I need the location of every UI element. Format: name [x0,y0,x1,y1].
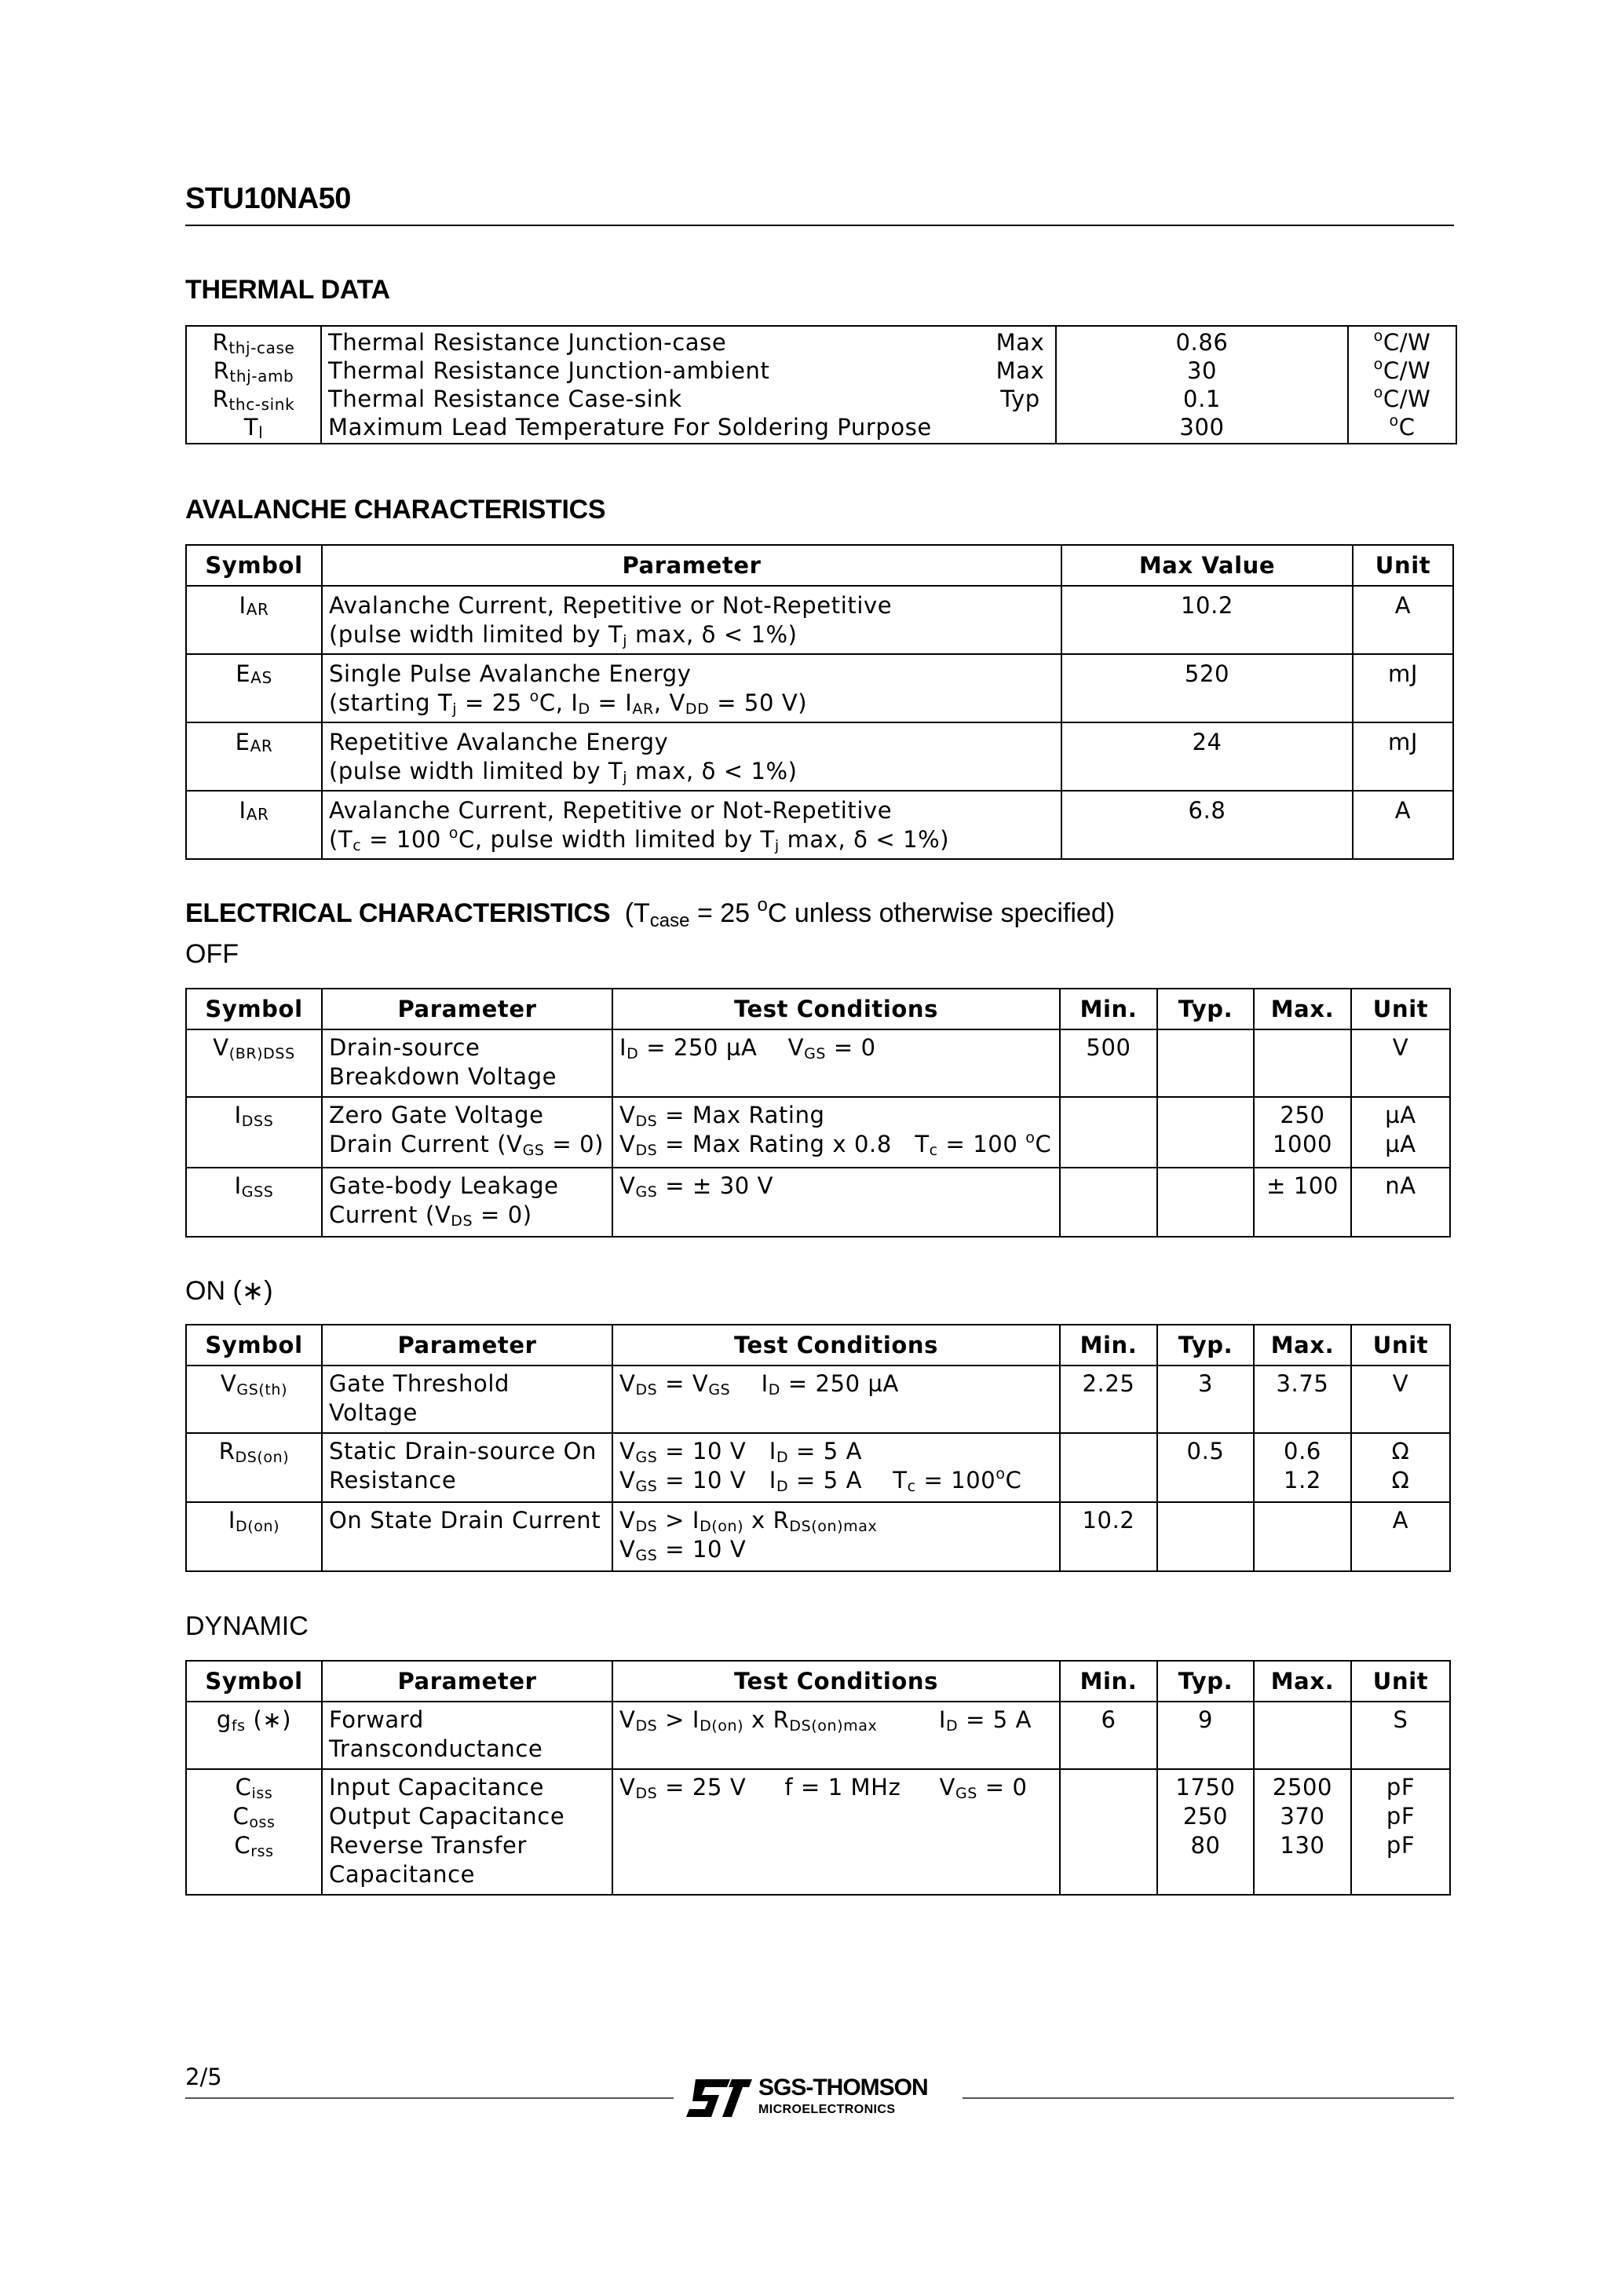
spec-min: 2.25 [1060,1366,1157,1433]
spec-parameter: Static Drain-source On Resistance [322,1433,612,1502]
spec-min [1060,1433,1157,1502]
avalanche-row [186,722,1453,791]
electrical-condition: ($T_{case} = 25$ $^o$C unless otherwise specified) [624,894,1116,931]
col-min: Min. [1060,989,1157,1029]
col-typ: Typ. [1157,1325,1254,1366]
spec-min: 10.2 [1060,1502,1157,1571]
spec-row [186,1029,1450,1097]
electrical-heading [185,894,1116,931]
col-symbol: Symbol [186,1661,322,1702]
col-test: Test Conditions [612,1325,1060,1366]
spec-parameter: Input Capacitance Output Capacitance Reverse Transfer Capacitance [322,1769,612,1895]
st-logo-icon [685,2078,752,2119]
spec-typ [1157,1502,1254,1571]
spec-symbol: $R_{DS(on)}$ [186,1433,322,1502]
thermal-qualifier: Typ [985,385,1056,413]
spec-parameter: Gate-body Leakage Current $(V_{DS} = 0)$ [322,1168,612,1237]
footer-rule-right [963,2097,1454,2099]
avalanche-parameter: Avalanche Current, Repetitive or Not-Repetitive ($T_c = 100$ $^o$C, pulse width limited by $T_j$ max, δ < 1%) [322,791,1061,859]
spec-test-conditions: $V_{GS}$ = ± 30 V [612,1168,1060,1237]
spec-max [1254,1029,1351,1097]
spec-test-conditions: $I_D = 250$ µA $V_{GS} = 0$ [612,1029,1060,1097]
col-symbol: Symbol [186,545,322,586]
thermal-row [186,385,1456,413]
spec-parameter: Gate Threshold Voltage [322,1366,612,1433]
spec-min: 6 [1060,1702,1157,1769]
col-symbol: Symbol [186,1325,322,1366]
spec-unit: V [1351,1029,1450,1097]
thermal-unit: $^o$C/W [1348,326,1456,356]
avalanche-unit: mJ [1353,722,1453,791]
brand-subtitle: MICROELECTRONICS [758,2103,896,2116]
spec-min [1060,1097,1157,1168]
thermal-symbol: $R_{thc-sink}$ [186,385,321,413]
spec-symbol: $I_{D(on)}$ [186,1502,322,1571]
spec-parameter: Zero Gate Voltage Drain Current $(V_{GS} = 0)$ [322,1097,612,1168]
spec-unit: pF pF pF [1351,1769,1450,1895]
thermal-row [186,326,1456,356]
thermal-unit: $^o$C/W [1348,385,1456,413]
spec-typ [1157,1168,1254,1237]
footer-rule-left [185,2097,674,2099]
col-unit: Unit [1353,545,1453,586]
col-symbol: Symbol [186,989,322,1029]
col-unit: Unit [1351,1325,1450,1366]
col-max: Max. [1254,1661,1351,1702]
thermal-symbol: $R_{thj-amb}$ [186,356,321,385]
spec-symbol: $g_{fs}$ (∗) [186,1702,322,1769]
avalanche-symbol: $E_{AR}$ [186,722,322,791]
spec-max: 0.6 1.2 [1254,1433,1351,1502]
spec-unit: Ω Ω [1351,1433,1450,1502]
spec-parameter: Forward Transconductance [322,1702,612,1769]
col-typ: Typ. [1157,1661,1254,1702]
avalanche-symbol: $I_{AR}$ [186,586,322,654]
dynamic-label: DYNAMIC [185,1611,309,1641]
col-parameter: Parameter [322,545,1061,586]
spec-typ: 9 [1157,1702,1254,1769]
thermal-value: 30 [1056,356,1348,385]
header-rule [185,225,1454,226]
thermal-parameter: Maximum Lead Temperature For Soldering Purpose [321,413,985,444]
spec-symbol: $I_{GSS}$ [186,1168,322,1237]
thermal-value: 0.86 [1056,326,1348,356]
avalanche-table [185,544,1454,860]
off-table [185,988,1451,1238]
thermal-unit: $^o$C [1348,413,1456,444]
spec-min: 500 [1060,1029,1157,1097]
col-unit: Unit [1351,989,1450,1029]
avalanche-value: 10.2 [1061,586,1353,654]
spec-parameter: On State Drain Current [322,1502,612,1571]
thermal-parameter: Thermal Resistance Junction-case [321,326,985,356]
off-label: OFF [185,939,239,969]
thermal-parameter: Thermal Resistance Case-sink [321,385,985,413]
spec-unit: A [1351,1502,1450,1571]
spec-max [1254,1702,1351,1769]
spec-symbol: $C_{iss}$ $C_{oss}$ $C_{rss}$ [186,1769,322,1895]
col-parameter: Parameter [322,1325,612,1366]
spec-unit: S [1351,1702,1450,1769]
spec-min [1060,1168,1157,1237]
avalanche-unit: mJ [1353,654,1453,722]
on-table [185,1324,1451,1572]
spec-typ [1157,1029,1254,1097]
col-parameter: Parameter [322,1661,612,1702]
col-parameter: Parameter [322,989,612,1029]
spec-typ: 0.5 [1157,1433,1254,1502]
spec-row [186,1502,1450,1571]
thermal-value: 300 [1056,413,1348,444]
thermal-table [185,325,1457,444]
spec-unit: nA [1351,1168,1450,1237]
spec-symbol: $I_{DSS}$ [186,1097,322,1168]
thermal-qualifier [985,413,1056,444]
thermal-symbol: $R_{thj-case}$ [186,326,321,356]
thermal-value: 0.1 [1056,385,1348,413]
spec-typ: 3 [1157,1366,1254,1433]
col-test: Test Conditions [612,989,1060,1029]
avalanche-parameter: Repetitive Avalanche Energy (pulse width limited by $T_j$ max, δ < 1%) [322,722,1061,791]
spec-test-conditions: $V_{DS}$ = Max Rating $V_{DS}$ = Max Rating x 0.8 $T_c = 100$ $^o$C [612,1097,1060,1168]
spec-max [1254,1502,1351,1571]
avalanche-value: 24 [1061,722,1353,791]
spec-symbol: $V_{GS(th)}$ [186,1366,322,1433]
on-label: ON (∗) [185,1276,273,1306]
spec-typ [1157,1097,1254,1168]
spec-row [186,1769,1450,1895]
spec-test-conditions: $V_{DS} > I_{D(on)}$ x $R_{DS(on)max}$ $V_{GS} = 10$ V [612,1502,1060,1571]
thermal-qualifier: Max [985,326,1056,356]
page-number: 2/5 [185,2064,222,2090]
spec-typ: 1750 250 80 [1157,1769,1254,1895]
spec-max: ± 100 [1254,1168,1351,1237]
spec-row [186,1097,1450,1168]
avalanche-parameter: Single Pulse Avalanche Energy (starting $T_j = 25$ $^o$C, $I_D = I_{AR}$, $V_{DD} = 50$ V) [322,654,1061,722]
spec-parameter: Drain-source Breakdown Voltage [322,1029,612,1097]
thermal-row [186,356,1456,385]
dynamic-table [185,1660,1451,1896]
spec-row [186,1168,1450,1237]
thermal-data-title: THERMAL DATA [185,275,390,305]
avalanche-unit: A [1353,586,1453,654]
spec-test-conditions: $V_{DS} = V_{GS}$ $I_D = 250$ µA [612,1366,1060,1433]
thermal-parameter: Thermal Resistance Junction-ambient [321,356,985,385]
spec-max: 250 1000 [1254,1097,1351,1168]
avalanche-unit: A [1353,791,1453,859]
electrical-title: ELECTRICAL CHARACTERISTICS [185,898,611,928]
col-max-value: Max Value [1061,545,1353,586]
spec-row [186,1702,1450,1769]
spec-max: 2500 370 130 [1254,1769,1351,1895]
spec-symbol: $V_{(BR)DSS}$ [186,1029,322,1097]
avalanche-title: AVALANCHE CHARACTERISTICS [185,495,606,525]
avalanche-row [186,586,1453,654]
avalanche-parameter: Avalanche Current, Repetitive or Not-Repetitive (pulse width limited by $T_j$ max, δ < 1%) [322,586,1061,654]
avalanche-value: 6.8 [1061,791,1353,859]
col-typ: Typ. [1157,989,1254,1029]
col-test: Test Conditions [612,1661,1060,1702]
col-min: Min. [1060,1661,1157,1702]
col-unit: Unit [1351,1661,1450,1702]
spec-min [1060,1769,1157,1895]
spec-row [186,1366,1450,1433]
col-max: Max. [1254,1325,1351,1366]
spec-test-conditions: $V_{DS} > I_{D(on)}$ x $R_{DS(on)max}$ $I_D = 5$ A [612,1702,1060,1769]
spec-max: 3.75 [1254,1366,1351,1433]
avalanche-symbol: $I_{AR}$ [186,791,322,859]
spec-row [186,1433,1450,1502]
spec-unit: V [1351,1366,1450,1433]
spec-unit: µA µA [1351,1097,1450,1168]
avalanche-row [186,654,1453,722]
avalanche-symbol: $E_{AS}$ [186,654,322,722]
part-number: STU10NA50 [185,182,351,215]
col-max: Max. [1254,989,1351,1029]
thermal-row [186,413,1456,444]
spec-test-conditions: $V_{GS} = 10$ V $I_D = 5$ A $V_{GS} = 10$ V $I_D = 5$ A $T_c = 100^oC$ [612,1433,1060,1502]
brand-name: SGS-THOMSON [758,2075,928,2100]
col-min: Min. [1060,1325,1157,1366]
thermal-unit: $^o$C/W [1348,356,1456,385]
thermal-symbol: $T_l$ [186,413,321,444]
spec-test-conditions: $V_{DS} = 25$ V f = 1 MHz $V_{GS} = 0$ [612,1769,1060,1895]
avalanche-value: 520 [1061,654,1353,722]
thermal-qualifier: Max [985,356,1056,385]
avalanche-row [186,791,1453,859]
